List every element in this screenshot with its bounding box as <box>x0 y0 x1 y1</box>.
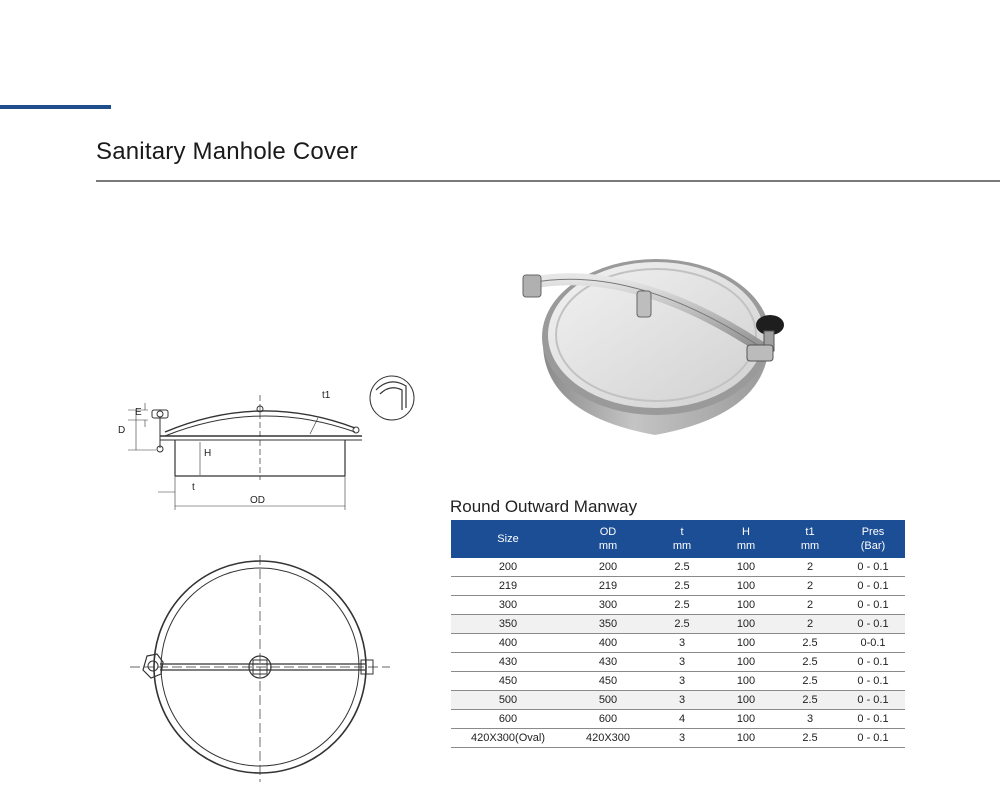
table-cell: 4 <box>651 710 713 729</box>
table-cell: 500 <box>565 691 651 710</box>
table-cell: 100 <box>713 710 779 729</box>
table-cell: 100 <box>713 596 779 615</box>
accent-bar <box>0 105 111 109</box>
table-row <box>451 729 905 748</box>
table-cell: 200 <box>565 558 651 577</box>
table-cell: 2.5 <box>779 634 841 653</box>
page-title: Sanitary Manhole Cover <box>96 138 358 165</box>
column-header-unit: mm <box>800 540 820 552</box>
table-cell: 219 <box>565 577 651 596</box>
table-cell: 350 <box>565 615 651 634</box>
spec-table <box>451 520 905 748</box>
table-cell: 400 <box>451 634 565 653</box>
table-cell: 2 <box>779 558 841 577</box>
table-cell: 2.5 <box>779 672 841 691</box>
table-cell: 430 <box>451 653 565 672</box>
table-cell: 0 - 0.1 <box>841 710 905 729</box>
table-cell: 0 - 0.1 <box>841 691 905 710</box>
table-cell: 420X300(Oval) <box>451 729 565 748</box>
table-cell: 2 <box>779 596 841 615</box>
table-cell: 100 <box>713 653 779 672</box>
table-cell: 350 <box>451 615 565 634</box>
table-row <box>451 634 905 653</box>
column-header-label: Pres <box>861 526 885 538</box>
table-cell: 450 <box>451 672 565 691</box>
table-cell: 100 <box>713 577 779 596</box>
table-cell: 300 <box>451 596 565 615</box>
side-view-drawing <box>100 370 430 520</box>
table-cell: 2 <box>779 615 841 634</box>
top-view-drawing <box>125 550 395 790</box>
table-cell: 0 - 0.1 <box>841 596 905 615</box>
table-cell: 2.5 <box>779 691 841 710</box>
table-cell: 600 <box>451 710 565 729</box>
column-header <box>451 520 565 558</box>
column-header-label: t1 <box>805 526 815 538</box>
table-row <box>451 615 905 634</box>
table-cell: 300 <box>565 596 651 615</box>
column-header-unit: (Bar) <box>860 540 886 552</box>
table-cell: 2.5 <box>651 577 713 596</box>
dim-label-h: H <box>204 448 212 459</box>
column-header-unit: mm <box>672 540 692 552</box>
column-header-label: OD <box>599 526 617 538</box>
table-cell: 420X300 <box>565 729 651 748</box>
table-cell: 2.5 <box>651 615 713 634</box>
column-header <box>651 520 713 558</box>
table-cell: 600 <box>565 710 651 729</box>
table-caption: Round Outward Manway <box>450 497 638 516</box>
table-cell: 219 <box>451 577 565 596</box>
dim-label-d: D <box>118 425 126 436</box>
dim-label-e: E <box>135 407 142 418</box>
table-cell: 200 <box>451 558 565 577</box>
table-cell: 0 - 0.1 <box>841 615 905 634</box>
table-body <box>451 558 905 748</box>
table-cell: 100 <box>713 691 779 710</box>
column-header-label: H <box>742 526 750 538</box>
table-cell: 3 <box>651 634 713 653</box>
table-row <box>451 577 905 596</box>
table-cell: 400 <box>565 634 651 653</box>
table-cell: 430 <box>565 653 651 672</box>
table-cell: 500 <box>451 691 565 710</box>
table-cell: 3 <box>779 710 841 729</box>
column-header-unit: mm <box>736 540 756 552</box>
table-cell: 0 - 0.1 <box>841 577 905 596</box>
table-row <box>451 672 905 691</box>
table-cell: 3 <box>651 672 713 691</box>
table-cell: 0 - 0.1 <box>841 672 905 691</box>
column-header-unit: mm <box>598 540 618 552</box>
table-cell: 3 <box>651 691 713 710</box>
title-divider <box>96 180 1000 182</box>
column-header <box>713 520 779 558</box>
column-header <box>841 520 905 558</box>
table-cell: 100 <box>713 558 779 577</box>
table-cell: 2.5 <box>779 653 841 672</box>
table-cell: 100 <box>713 634 779 653</box>
table-cell: 2 <box>779 577 841 596</box>
table-cell: 100 <box>713 615 779 634</box>
table-cell: 2.5 <box>651 558 713 577</box>
table-header-row <box>451 520 905 558</box>
table-cell: 2.5 <box>651 596 713 615</box>
dim-label-t: t <box>192 482 195 493</box>
table-cell: 450 <box>565 672 651 691</box>
product-photo <box>515 245 795 455</box>
column-header-label: t <box>680 526 684 538</box>
column-header <box>565 520 651 558</box>
table-cell: 3 <box>651 729 713 748</box>
table-cell: 0 - 0.1 <box>841 729 905 748</box>
table-cell: 2.5 <box>779 729 841 748</box>
dim-label-od: OD <box>250 495 265 506</box>
dim-label-t1: t1 <box>322 390 331 401</box>
table-cell: 0-0.1 <box>841 634 905 653</box>
table-cell: 100 <box>713 729 779 748</box>
table-row <box>451 691 905 710</box>
table-row <box>451 558 905 577</box>
column-header <box>779 520 841 558</box>
table-cell: 100 <box>713 672 779 691</box>
table-row <box>451 653 905 672</box>
table-cell: 0 - 0.1 <box>841 558 905 577</box>
column-header-label: Size <box>497 533 519 545</box>
table-cell: 3 <box>651 653 713 672</box>
table-row <box>451 710 905 729</box>
table-cell: 0 - 0.1 <box>841 653 905 672</box>
table-row <box>451 596 905 615</box>
